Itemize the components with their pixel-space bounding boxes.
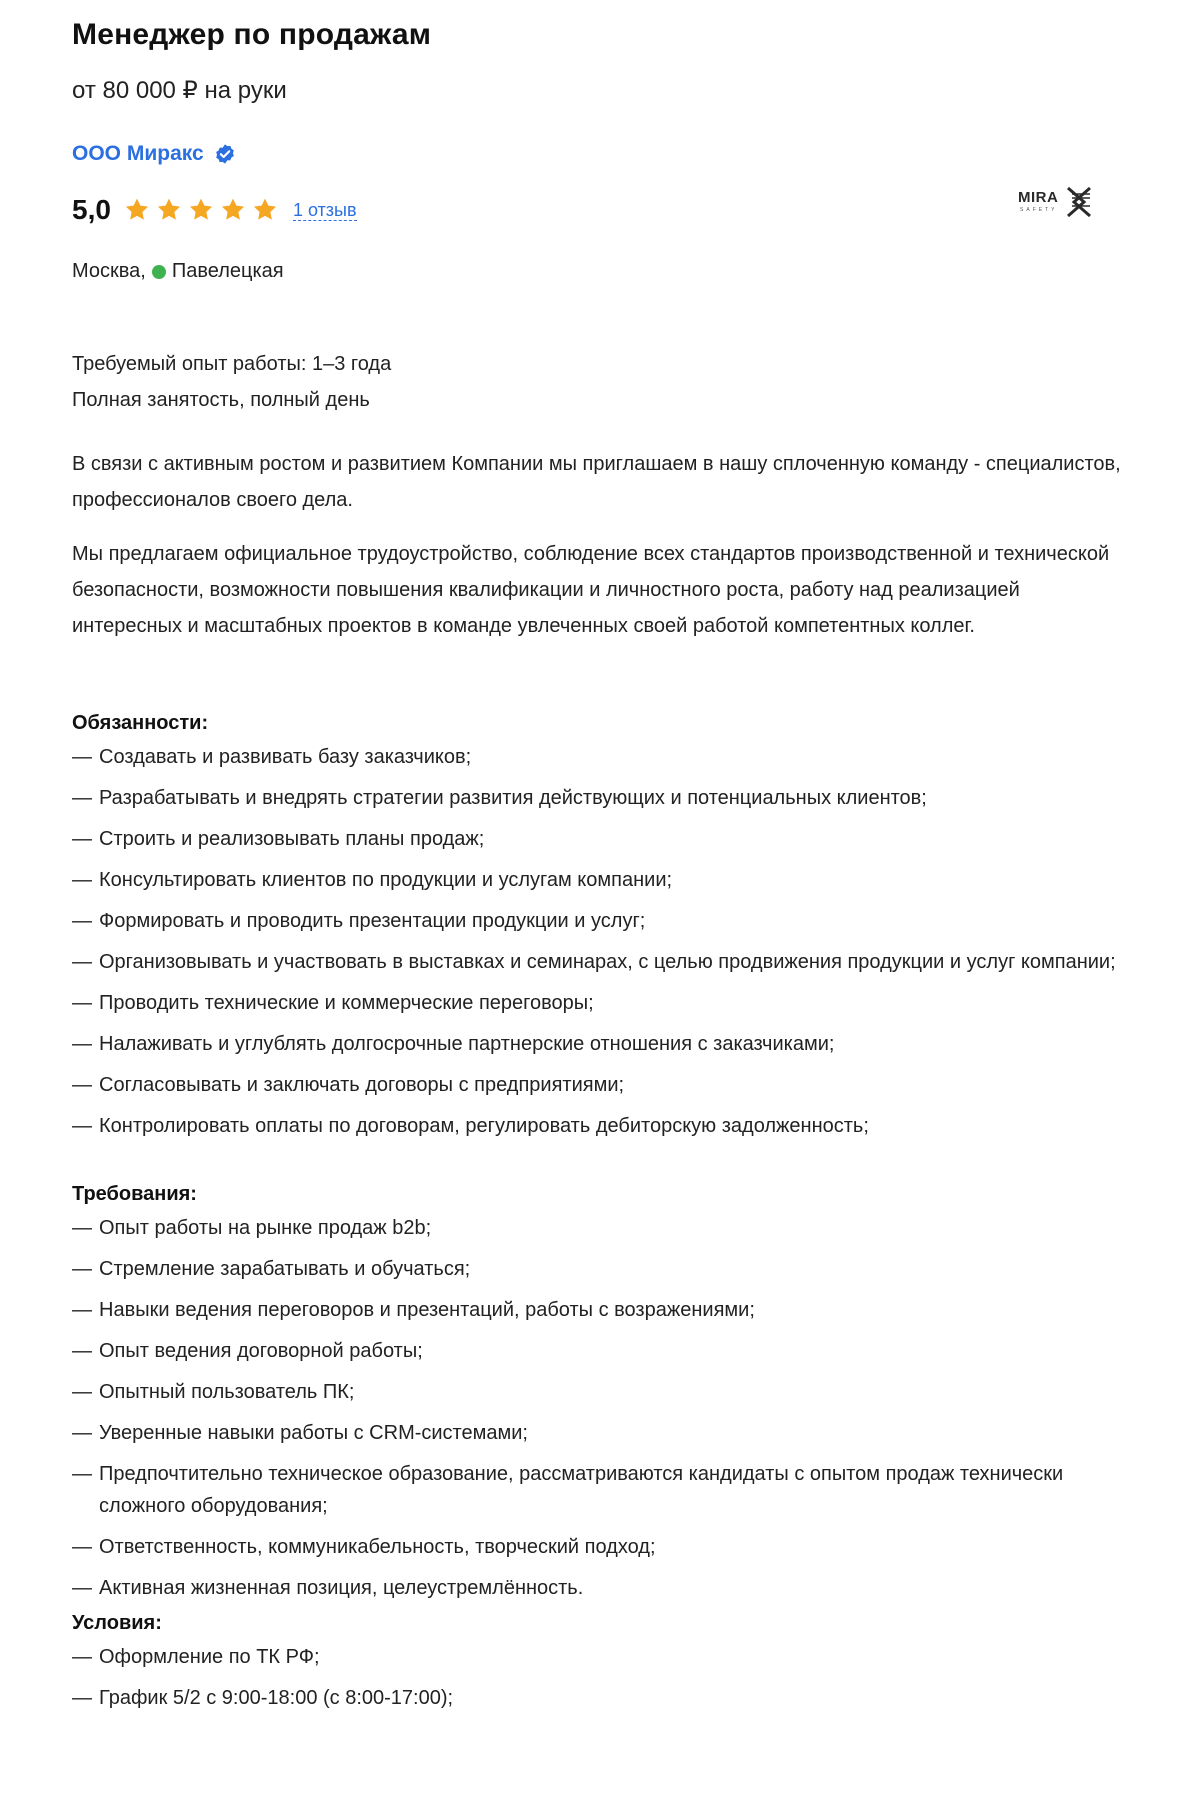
terms-list bbox=[72, 1641, 1132, 1714]
list-item: — Опыт работы на рынке продаж b2b; bbox=[72, 1212, 1132, 1244]
vacancy-salary: от 80 000 ₽ на руки bbox=[72, 77, 287, 104]
star-icon bbox=[187, 196, 215, 224]
list-item: — Уверенные навыки работы с CRM-системами; bbox=[72, 1417, 1132, 1449]
list-item: — Оформление по ТК РФ; bbox=[72, 1641, 1132, 1673]
list-item: — Налаживать и углублять долгосрочные партнерские отношения с заказчиками; bbox=[72, 1028, 1132, 1060]
vacancy-conditions bbox=[72, 346, 391, 418]
list-item: — Создавать и развивать базу заказчиков; bbox=[72, 741, 1132, 773]
requirements-title: Требования: bbox=[72, 1183, 197, 1205]
list-item: — Навыки ведения переговоров и презентаций, работы с возражениями; bbox=[72, 1294, 1132, 1326]
list-item: — Разрабатывать и внедрять стратегии развития действующих и потенциальных клиентов; bbox=[72, 782, 1132, 814]
company-row bbox=[72, 142, 236, 166]
star-icon bbox=[251, 196, 279, 224]
requirements-list bbox=[72, 1212, 1132, 1604]
terms-section bbox=[72, 1612, 1132, 1723]
company-name-link[interactable]: ООО Миракс bbox=[72, 142, 204, 165]
list-item: — График 5/2 с 9:00-18:00 (с 8:00-17:00); bbox=[72, 1682, 1132, 1714]
list-item: — Ответственность, коммуникабельность, творческий подход; bbox=[72, 1531, 1132, 1563]
location-city: Москва, bbox=[72, 260, 146, 282]
verified-badge-icon bbox=[214, 143, 236, 165]
list-item: — Активная жизненная позиция, целеустремлённость. bbox=[72, 1572, 1132, 1604]
experience-text: Требуемый опыт работы: 1–3 года bbox=[72, 353, 392, 375]
logo-text: MIRA bbox=[1018, 189, 1059, 206]
star-icon bbox=[155, 196, 183, 224]
list-item: — Опытный пользователь ПК; bbox=[72, 1376, 1132, 1408]
list-item: — Формировать и проводить презентации продукции и услуг; bbox=[72, 905, 1132, 937]
logo-subtext: SAFETY bbox=[1020, 207, 1058, 213]
list-item: — Организовывать и участвовать в выставках и семинарах, с целью продвижения продукции и услуг компании; bbox=[72, 946, 1132, 978]
responsibilities-section bbox=[72, 712, 1132, 1151]
description-paragraph: В связи с активным ростом и развитием Компании мы приглашаем в нашу сплоченную команду - специалистов, профессионалов своего дела. bbox=[72, 453, 1121, 511]
list-item: — Согласовывать и заключать договоры с предприятиями; bbox=[72, 1069, 1132, 1101]
vacancy-description bbox=[72, 446, 1132, 662]
terms-title: Условия: bbox=[72, 1612, 162, 1634]
description-paragraph: Мы предлагаем официальное трудоустройство, соблюдение всех стандартов производственной и технической безопасности, возможности повышения квалификации и личностного роста, работу над реализацией интересных и масштабных проектов в команде увлеченных своей работой компетентных коллег. bbox=[72, 543, 1110, 637]
list-item: — Строить и реализовывать планы продаж; bbox=[72, 823, 1132, 855]
metro-dot-icon bbox=[152, 265, 166, 279]
employment-text: Полная занятость, полный день bbox=[72, 389, 370, 411]
list-item: — Проводить технические и коммерческие переговоры; bbox=[72, 987, 1132, 1019]
responsibilities-title: Обязанности: bbox=[72, 712, 209, 734]
reviews-link[interactable]: 1 отзыв bbox=[292, 199, 357, 220]
list-item: — Стремление зарабатывать и обучаться; bbox=[72, 1253, 1132, 1285]
vacancy-location bbox=[72, 260, 284, 283]
list-item: — Консультировать клиентов по продукции и услугам компании; bbox=[72, 864, 1132, 896]
list-item: — Контролировать оплаты по договорам, регулировать дебиторскую задолженность; bbox=[72, 1110, 1132, 1142]
requirements-section bbox=[72, 1183, 1132, 1613]
rating-value: 5,0 bbox=[72, 194, 111, 225]
list-item: — Предпочтительно техническое образование, рассматриваются кандидаты с опытом продаж технически сложного оборудования; bbox=[72, 1458, 1132, 1522]
star-icon bbox=[219, 196, 247, 224]
rating-row bbox=[72, 194, 357, 226]
rating-stars bbox=[123, 196, 279, 224]
company-logo bbox=[1018, 184, 1094, 220]
vacancy-title: Менеджер по продажам bbox=[72, 18, 432, 51]
responsibilities-list bbox=[72, 741, 1132, 1142]
location-metro: Павелецкая bbox=[171, 260, 284, 282]
list-item: — Опыт ведения договорной работы; bbox=[72, 1335, 1132, 1367]
star-icon bbox=[123, 196, 151, 224]
